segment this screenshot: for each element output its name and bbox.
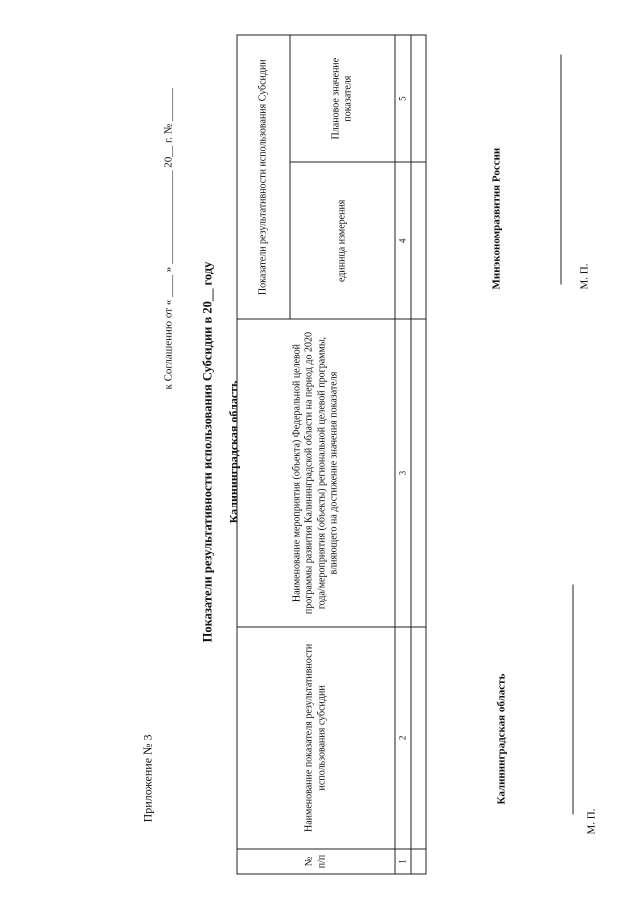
table-cell (411, 35, 426, 162)
region-subtitle: Калининградская область (226, 380, 241, 524)
table-number-row (395, 35, 411, 874)
right-stamp-label: М. П. (578, 263, 591, 290)
table-cell (411, 162, 426, 319)
header-group: Показатели результативности использования Субсидии (237, 35, 290, 319)
rotated-sheet (1, 0, 640, 905)
left-stamp-label: М. П. (585, 808, 598, 835)
col-number: 5 (395, 35, 411, 162)
table-cell (411, 849, 426, 874)
table-row (411, 35, 426, 874)
table-cell (411, 319, 426, 626)
left-signatory: Калининградская область (495, 673, 508, 805)
table-header-row (237, 35, 290, 874)
col-number: 3 (395, 319, 411, 626)
col-number: 2 (395, 627, 411, 849)
indicators-table (237, 35, 427, 875)
col-number: 1 (395, 849, 411, 874)
agreement-reference: к Соглашению от « ____ » _________________ 20__ г. № ______ (162, 87, 175, 390)
appendix-label: Приложение № 3 (140, 734, 155, 823)
header-plan: Плановое значение показателя (290, 35, 395, 162)
right-signature-line (561, 55, 562, 285)
header-num: № п/п (237, 849, 395, 874)
header-indicator: Наименование показателя результативности использования субсидии (237, 627, 395, 849)
header-unit: единица измерения (290, 162, 395, 319)
header-event: Наименование мероприятия (объекта) Федеральной целевой программы развития Калининградской области на период до 2020 года/мероприятия (объекты) региональной целевой программы, влияющего на достижение значения показателя (237, 319, 395, 626)
right-signatory: Минэкономразвития России (490, 147, 503, 290)
table-cell (411, 627, 426, 849)
left-signature-line (573, 585, 574, 815)
col-number: 4 (395, 162, 411, 319)
page-title: Показатели результативности использования Субсидии в 20__ году (200, 261, 215, 643)
